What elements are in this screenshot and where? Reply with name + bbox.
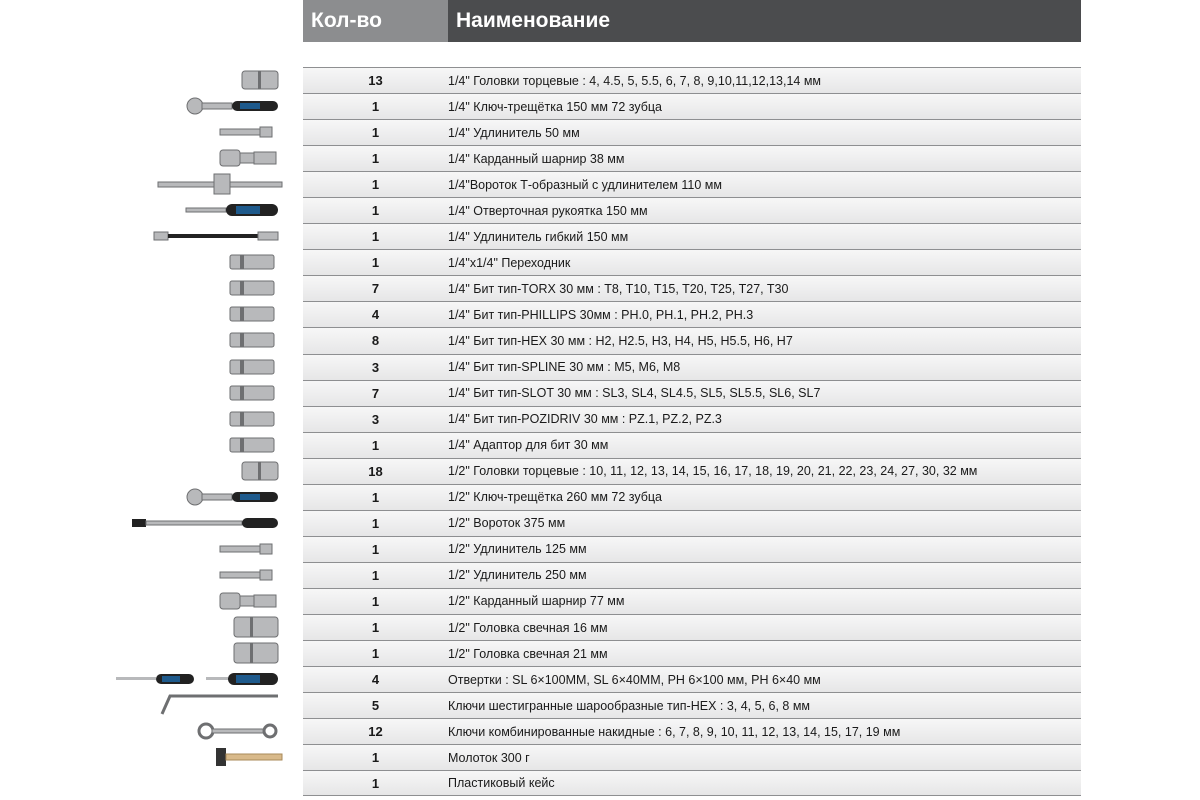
table-header: [303, 0, 1081, 42]
adapter-icon: [110, 249, 295, 275]
row-name: Ключи комбинированные накидные : 6, 7, 8, 9, 10, 11, 12, 13, 14, 15, 17, 19 мм: [448, 724, 901, 739]
bit-icon: [110, 406, 295, 432]
row-name: 1/4" Бит тип-HEX 30 мм : H2, H2.5, H3, H4, H5, H5.5, H6, H7: [448, 333, 793, 348]
bit-icon: [110, 301, 295, 327]
socket-icon: [110, 67, 295, 93]
row-qty: 7: [371, 385, 380, 401]
case-icon: [110, 770, 295, 796]
row-name: 1/4"Вороток Т-образный с удлинителем 110 мм: [448, 177, 722, 192]
row-name: Отвертки : SL 6×100MM, SL 6×40MM, PH 6×100 мм, PH 6×40 мм: [448, 672, 821, 687]
row-qty: 1: [371, 229, 380, 245]
qty-column-header: Кол-во: [303, 0, 448, 42]
row-name: 1/2" Удлинитель 250 мм: [448, 568, 587, 583]
row-qty: 1: [371, 203, 380, 219]
row-qty: 1: [371, 177, 380, 193]
screwdriver-handle-icon: [110, 197, 295, 223]
row-qty: 1: [371, 151, 380, 167]
bit-icon: [110, 354, 295, 380]
bit-icon: [110, 327, 295, 353]
extension-bar-icon: [110, 536, 295, 562]
row-qty: 1: [371, 489, 380, 505]
name-column-header: Наименование: [448, 0, 1081, 42]
table-row: [303, 588, 1081, 614]
row-name: 1/4" Отверточная рукоятка 150 мм: [448, 203, 648, 218]
row-name: 1/2" Головка свечная 21 мм: [448, 646, 608, 661]
row-qty: 4: [371, 307, 380, 323]
screwdrivers-icon: [110, 666, 295, 692]
table-row: [303, 666, 1081, 692]
table-row: [303, 197, 1081, 223]
t-handle-icon: [110, 171, 295, 197]
row-qty: 1: [371, 567, 380, 583]
table-row: [303, 327, 1081, 353]
table-row: [303, 692, 1081, 718]
row-qty: 1: [371, 437, 380, 453]
row-qty: 7: [371, 281, 380, 297]
table-row: [303, 223, 1081, 249]
table-row: [303, 67, 1081, 93]
table-row: [303, 536, 1081, 562]
row-name: 1/4" Ключ-трещётка 150 мм 72 зубца: [448, 99, 663, 114]
table-row: [303, 614, 1081, 640]
row-name: 1/4" Бит тип-SLOT 30 мм : SL3, SL4, SL4.5, SL5, SL5.5, SL6, SL7: [448, 386, 821, 401]
table-row: [303, 640, 1081, 666]
row-qty: 8: [371, 333, 380, 349]
extension-bar-icon: [110, 119, 295, 145]
table-row: [303, 249, 1081, 275]
table-row: [303, 354, 1081, 380]
tool-illustrations: [110, 67, 295, 796]
row-name: 1/2" Карданный шарнир 77 мм: [448, 594, 625, 609]
row-qty: 18: [368, 463, 383, 479]
row-name: 1/4" Бит тип-SPLINE 30 мм : M5, M6, M8: [448, 360, 681, 375]
row-qty: 1: [371, 99, 380, 115]
row-qty: 1: [371, 775, 380, 791]
table-row: [303, 510, 1081, 536]
row-name: Молоток 300 г: [448, 750, 530, 765]
hex-key-icon: [110, 692, 295, 718]
spark-plug-socket-icon: [110, 640, 295, 666]
socket-icon: [110, 458, 295, 484]
table-row: [303, 744, 1081, 770]
combination-wrench-icon: [110, 718, 295, 744]
row-name: 1/2" Головка свечная 16 мм: [448, 620, 608, 635]
hammer-icon: [110, 744, 295, 770]
table-row: [303, 301, 1081, 327]
table-row: [303, 432, 1081, 458]
row-name: 1/2" Вороток 375 мм: [448, 516, 566, 531]
breaker-bar-icon: [110, 510, 295, 536]
universal-joint-icon: [110, 145, 295, 171]
table-row: [303, 718, 1081, 744]
bit-icon: [110, 380, 295, 406]
spark-plug-socket-icon: [110, 614, 295, 640]
ratchet-icon: [110, 93, 295, 119]
row-name: 1/4"x1/4" Переходник: [448, 255, 571, 270]
flexible-extension-icon: [110, 223, 295, 249]
bit-adapter-icon: [110, 432, 295, 458]
table-row: [303, 484, 1081, 510]
table-row: [303, 380, 1081, 406]
row-qty: 1: [371, 750, 380, 766]
row-qty: 5: [371, 698, 380, 714]
ratchet-icon: [110, 484, 295, 510]
table-row: [303, 275, 1081, 301]
table-row: [303, 171, 1081, 197]
row-name: 1/4" Бит тип-PHILLIPS 30мм : PH.0, PH.1, PH.2, PH.3: [448, 307, 754, 322]
universal-joint-icon: [110, 588, 295, 614]
extension-bar-icon: [110, 562, 295, 588]
row-name: 1/4" Головки торцевые : 4, 4.5, 5, 5.5, 6, 7, 8, 9,10,11,12,13,14 мм: [448, 73, 822, 88]
row-name: 1/4" Удлинитель 50 мм: [448, 125, 580, 140]
row-name: Пластиковый кейс: [448, 776, 555, 791]
row-name: Ключи шестигранные шарообразные тип-HEX : 3, 4, 5, 6, 8 мм: [448, 698, 811, 713]
bit-icon: [110, 275, 295, 301]
row-qty: 1: [371, 646, 380, 662]
row-qty: 3: [371, 411, 380, 427]
table-row: [303, 458, 1081, 484]
row-qty: 1: [371, 620, 380, 635]
row-qty: 4: [371, 672, 380, 688]
row-qty: 1: [371, 541, 380, 557]
table-row: [303, 770, 1081, 796]
table-row: [303, 93, 1081, 119]
row-name: 1/2" Удлинитель 125 мм: [448, 542, 587, 557]
row-name: 1/4" Адаптор для бит 30 мм: [448, 438, 609, 453]
row-qty: 1: [371, 515, 380, 531]
row-name: 1/4" Бит тип-POZIDRIV 30 мм : PZ.1, PZ.2, PZ.3: [448, 412, 722, 427]
table-row: [303, 562, 1081, 588]
table-row: [303, 119, 1081, 145]
table-row: [303, 406, 1081, 432]
row-name: 1/4" Удлинитель гибкий 150 мм: [448, 229, 629, 244]
row-qty: 1: [371, 593, 380, 609]
row-qty: 12: [368, 724, 383, 740]
row-name: 1/2" Ключ-трещётка 260 мм 72 зубца: [448, 490, 663, 505]
row-name: 1/4" Карданный шарнир 38 мм: [448, 151, 625, 166]
items-table: [303, 67, 1081, 796]
row-qty: 13: [368, 73, 383, 89]
row-name: 1/2" Головки торцевые : 10, 11, 12, 13, 14, 15, 16, 17, 18, 19, 20, 21, 22, 23, 24, 27, 30, 32 мм: [448, 464, 978, 479]
row-qty: 3: [371, 359, 380, 375]
row-qty: 1: [371, 125, 380, 141]
table-row: [303, 145, 1081, 171]
row-qty: 1: [371, 255, 380, 271]
row-name: 1/4" Бит тип-TORX 30 мм : T8, T10, T15, T20, T25, T27, T30: [448, 281, 789, 296]
